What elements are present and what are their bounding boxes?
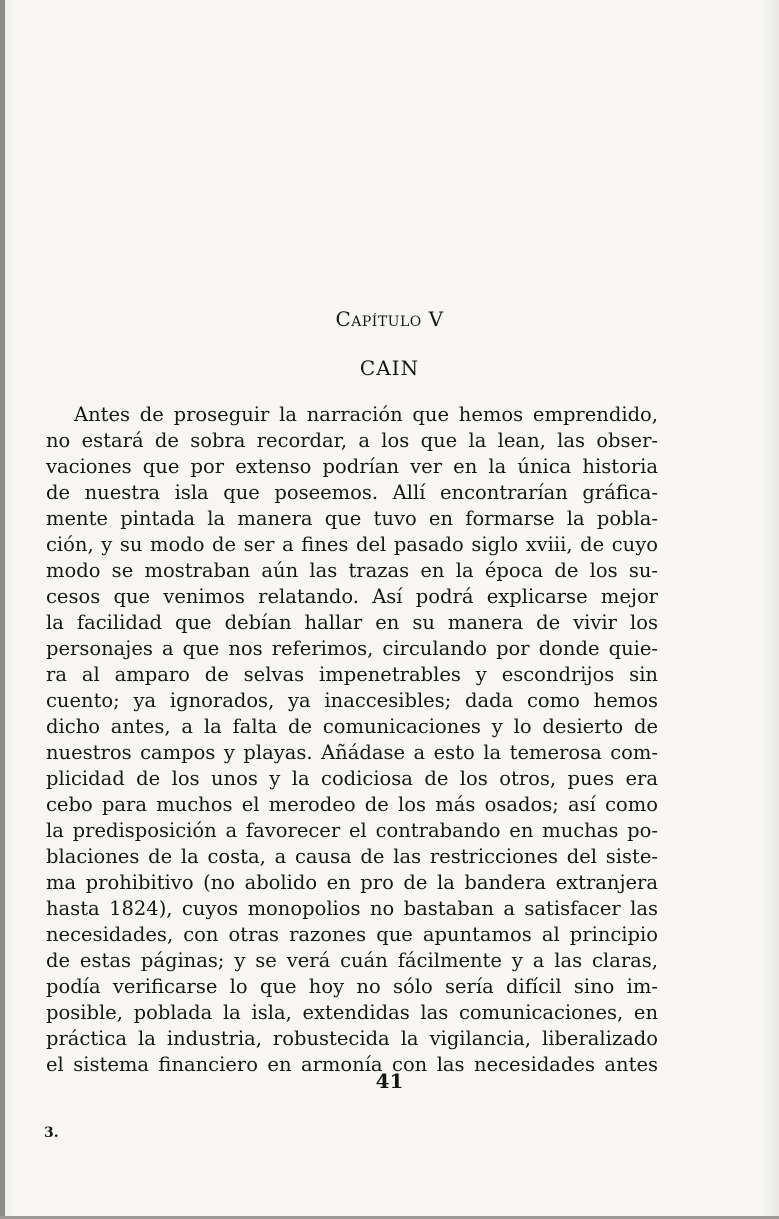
text-line: dicho antes, a la falta de comunicaciones y lo desierto de <box>46 715 658 738</box>
text-line: de estas páginas; y se verá cuán fácilmente y a las claras, <box>46 949 658 972</box>
text-line: de nuestra isla que poseemos. Allí encontrarían gráfica- <box>46 481 658 504</box>
text-line: plicidad de los unos y la codiciosa de los otros, pues era <box>46 767 658 790</box>
chapter-title: CAIN <box>359 356 420 380</box>
signature-mark: 3. <box>44 1125 59 1141</box>
text-line: necesidades, con otras razones que apuntamos al principio <box>46 923 658 946</box>
text-line: práctica la industria, robustecida la vigilancia, liberalizado <box>46 1027 658 1050</box>
text-line: blaciones de la costa, a causa de las restricciones del siste- <box>46 845 658 868</box>
text-line: Antes de proseguir la narración que hemos emprendido, <box>74 403 658 426</box>
text-line: hasta 1824), cuyos monopolios no bastaban a satisfacer las <box>46 897 658 920</box>
page-number: 41 <box>375 1069 404 1093</box>
text-line: la predisposición a favorecer el contrabando en muchas po- <box>46 819 658 842</box>
text-line: ra al amparo de selvas impenetrables y escondrijos sin <box>46 663 658 686</box>
text-line: nuestros campos y playas. Añádase a esto la temerosa com- <box>46 741 658 764</box>
text-line: mente pintada la manera que tuvo en formarse la pobla- <box>46 507 658 530</box>
text-line: cebo para muchos el merodeo de los más osados; así como <box>46 793 658 816</box>
body-paragraph <box>46 402 658 1078</box>
chapter-label <box>0 307 779 331</box>
text-line: personajes a que nos referimos, circulando por donde quie- <box>46 637 658 660</box>
text-line: el sistema financiero en armonía con las necesidades antes <box>46 1053 658 1076</box>
chapter-label-prefix: Capítulo <box>335 307 422 331</box>
text-line: posible, poblada la isla, extendidas las comunicaciones, en <box>46 1001 658 1024</box>
page-binding-shadow <box>0 0 5 1219</box>
text-line: cuento; ya ignorados, ya inaccesibles; dada como hemos <box>46 689 658 712</box>
text-line: modo se mostraban aún las trazas en la época de los su- <box>46 559 658 582</box>
text-line: no estará de sobra recordar, a los que la lean, las obser- <box>46 429 658 452</box>
text-line: ma prohibitivo (no abolido en pro de la bandera extranjera <box>46 871 658 894</box>
chapter-number: V <box>428 307 444 331</box>
text-line: cesos que venimos relatando. Así podrá explicarse mejor <box>46 585 658 608</box>
text-line: ción, y su modo de ser a fines del pasado siglo xviii, de cuyo <box>46 533 658 556</box>
text-line: podía verificarse lo que hoy no sólo sería difícil sino im- <box>46 975 658 998</box>
text-line: la facilidad que debían hallar en su manera de vivir los <box>46 611 658 634</box>
text-line: vaciones que por extenso podrían ver en la única historia <box>46 455 658 478</box>
